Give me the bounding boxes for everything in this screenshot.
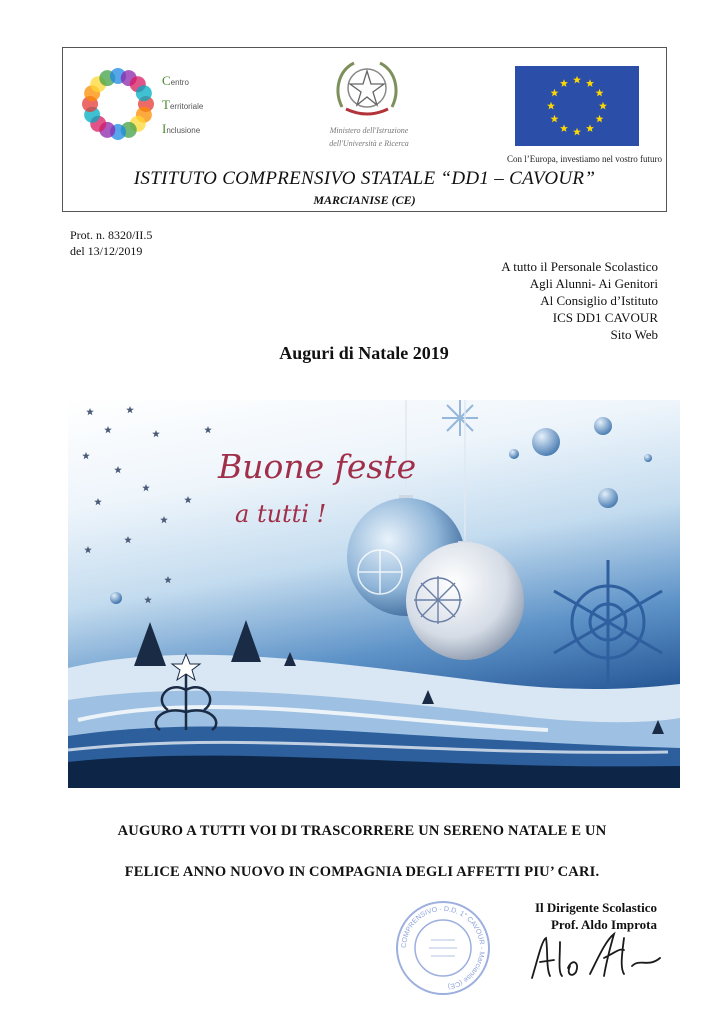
cti-ring-dot [136,85,152,101]
card-star-icon [142,484,150,491]
card-star-icon [184,496,192,503]
recipient-line: Agli Alunni- Ai Genitori [529,276,658,291]
card-star-icon [84,546,92,553]
school-city: MARCIANISE (CE) [313,193,416,207]
ministry-line: Ministero dell'Istruzione [329,126,409,135]
card-star-icon [114,466,122,473]
card-star-icon [94,498,102,505]
eu-caption: Con l’Europa, investiamo nel vostro futuro [507,154,662,164]
card-star-icon [86,408,94,415]
cti-word: nclusione [166,126,201,135]
card-star-icon [164,576,172,583]
christmas-card-image [68,400,680,788]
italian-republic-emblem-icon [332,55,402,121]
card-star-icon [144,596,152,603]
card-star-icon [82,452,90,459]
card-star-icon [104,426,112,433]
card-star-icon [152,430,160,437]
recipients-list [380,258,658,343]
card-star-icon [160,516,168,523]
card-star-icon [124,536,132,543]
card-greeting-line1: Buone feste [218,447,417,486]
cti-logo [78,64,158,144]
greeting-message-line1: AUGURO A TUTTI VOI DI TRASCORRERE UN SERENO NATALE E UN [117,823,607,839]
card-star-icon [204,426,212,433]
signer-name: Prof. Aldo Improta [550,917,657,932]
greeting-message-line2: FELICE ANNO NUOVO IN COMPAGNIA DEGLI AFFETTI PIU’ CARI. [124,864,600,880]
school-name: ISTITUTO COMPRENSIVO STATALE “DD1 – CAVOUR” [133,168,596,189]
recipient-line: Sito Web [610,327,658,342]
ministry-line: dell'Università e Ricerca [329,139,409,148]
protocol-date: del 13/12/2019 [70,244,143,258]
card-star-icon [126,406,134,413]
recipient-line: Al Consiglio d’Istituto [540,293,658,308]
protocol-block [70,227,152,259]
card-greeting-line2: a tutti ! [235,500,327,528]
cti-word: entro [170,78,189,87]
cti-word: erritoriale [169,102,204,111]
handwritten-signature [520,928,670,988]
recipient-line: ICS DD1 CAVOUR [552,310,658,325]
cti-initial: I [162,121,167,136]
stamp-text: COMPRENSIVO - D.D. 1° CAVOUR - Marcianise (CE) [400,905,486,990]
cti-initial: C [162,73,171,88]
eu-flag-icon [515,66,639,146]
cti-logo-text [162,70,203,142]
recipient-line: A tutto il Personale Scolastico [501,259,658,274]
protocol-number: Prot. n. 8320/II.5 [70,228,153,242]
document-title: Auguri di Natale 2019 [279,343,449,363]
signer-role: Il Dirigente Scolastico [534,900,657,915]
cti-initial: T [162,97,170,112]
ministry-caption [306,124,432,150]
